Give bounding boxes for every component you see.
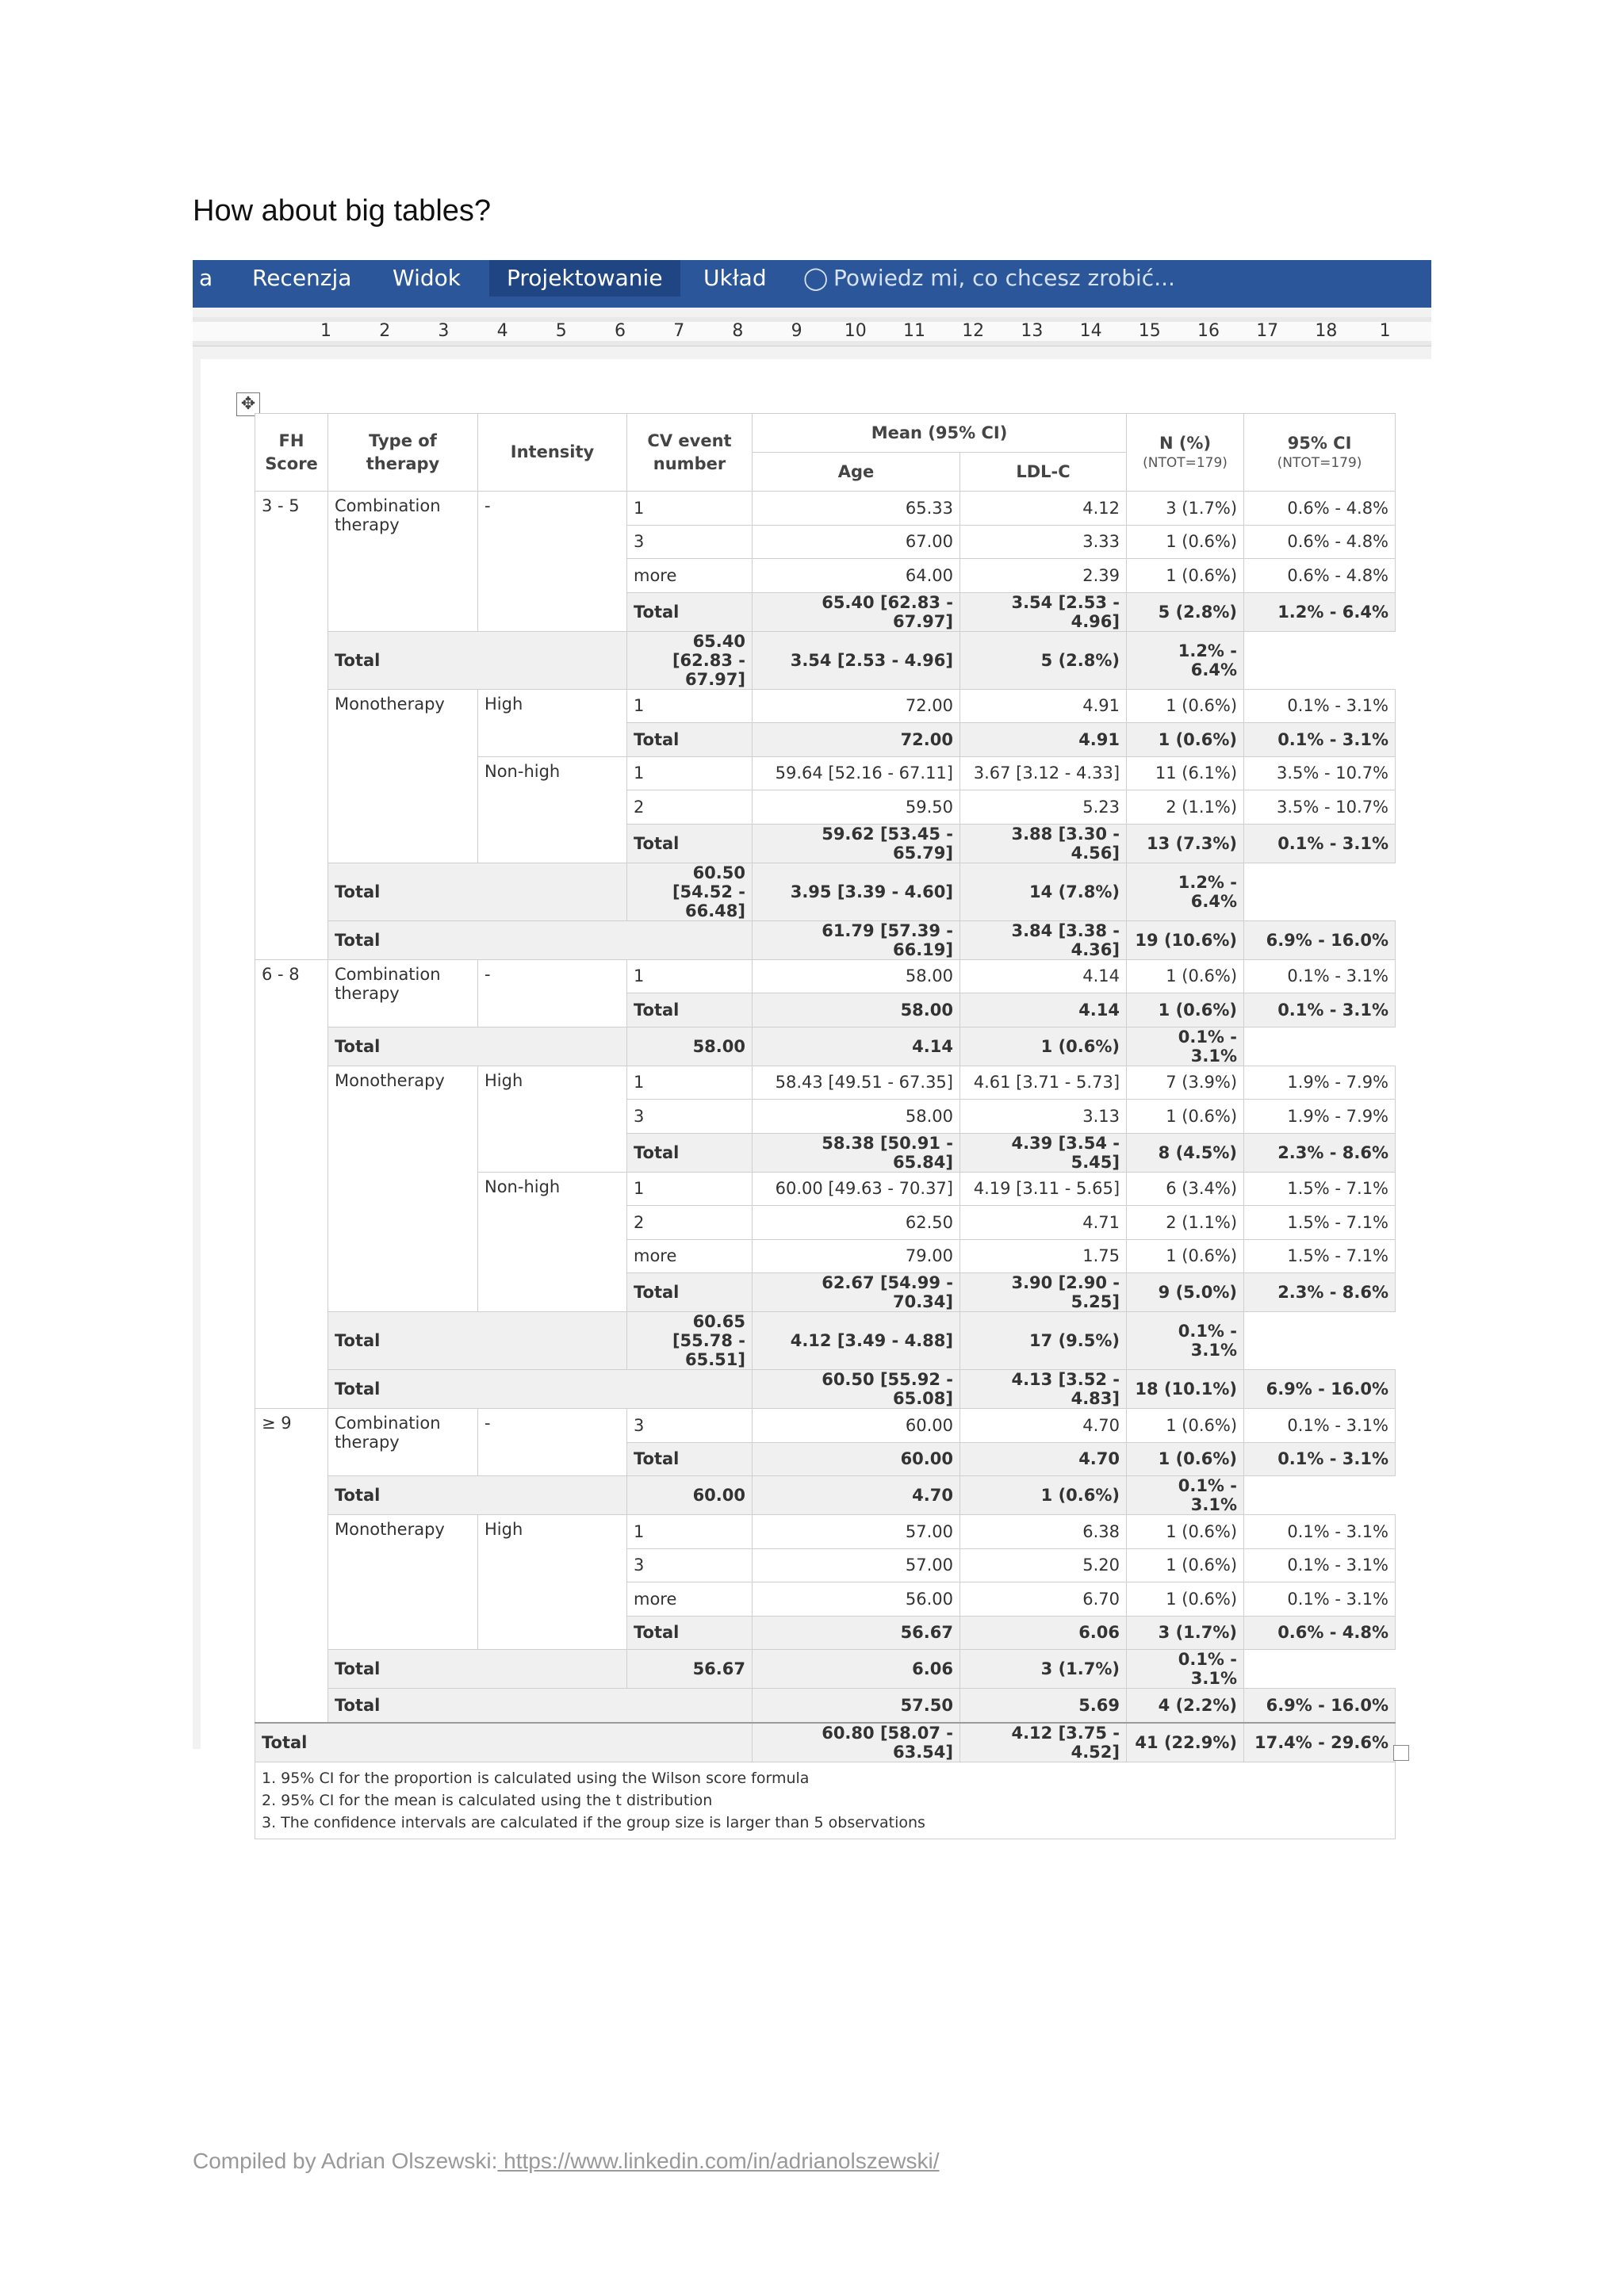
ci-cell: 0.1% - 3.1% (1244, 1548, 1396, 1582)
table-row-therapy-total (255, 1027, 1396, 1066)
cv-event-cell: 1 (627, 1172, 753, 1206)
n-cell: 5 (2.8%) (1127, 592, 1244, 631)
age-cell: 58.00 (753, 1100, 960, 1134)
cv-event-cell: more (627, 559, 753, 593)
tab-recenzja[interactable]: Recenzja (252, 265, 352, 291)
n-cell: 2 (1.1%) (1127, 1206, 1244, 1240)
therapy-cell: Combination therapy (328, 959, 478, 1027)
total-label: Total (328, 1027, 627, 1066)
ldl-cell: 4.13 [3.52 - 4.83] (960, 1370, 1127, 1409)
ldl-cell: 4.70 (960, 1409, 1127, 1443)
n-cell: 1 (0.6%) (1127, 959, 1244, 993)
ci-cell: 0.1% - 3.1% (1127, 1027, 1244, 1066)
therapy-cell: Monotherapy (328, 1515, 478, 1650)
table-row-therapy-total (255, 1650, 1396, 1689)
therapy-cell: Combination therapy (328, 1409, 478, 1476)
header-fh-score: FH Score (255, 414, 328, 492)
total-label: Total (328, 863, 627, 920)
table-row (255, 492, 1396, 526)
ldl-cell: 1.75 (960, 1239, 1127, 1273)
ci-cell: 2.3% - 8.6% (1244, 1133, 1396, 1172)
age-cell: 58.00 (627, 1027, 753, 1066)
age-cell: 57.50 (753, 1689, 960, 1723)
ruler-label: 17 (1256, 321, 1279, 341)
ci-cell: 1.5% - 7.1% (1244, 1206, 1396, 1240)
ldl-cell: 6.70 (960, 1582, 1127, 1617)
ldl-cell: 3.88 [3.30 - 4.56] (960, 824, 1127, 863)
header-n-sub: (NTOT=179) (1143, 455, 1228, 472)
n-cell: 3 (1.7%) (1127, 1616, 1244, 1650)
n-cell: 1 (0.6%) (960, 1027, 1127, 1066)
age-cell: 57.00 (753, 1515, 960, 1549)
ldl-cell: 6.06 (753, 1650, 960, 1689)
table-row (255, 1409, 1396, 1443)
table-row-therapy-total (255, 631, 1396, 689)
total-label: Total (627, 1133, 753, 1172)
n-cell: 3 (1.7%) (1127, 492, 1244, 526)
n-cell: 1 (0.6%) (1127, 1515, 1244, 1549)
ldl-cell: 3.67 [3.12 - 4.33] (960, 756, 1127, 790)
ldl-cell: 3.33 (960, 525, 1127, 559)
age-cell: 65.40 [62.83 - 67.97] (627, 631, 753, 689)
ruler-labels (193, 317, 1431, 346)
n-cell: 8 (4.5%) (1127, 1133, 1244, 1172)
ldl-cell: 3.95 [3.39 - 4.60] (753, 863, 960, 920)
header-mean-group: Mean (95% CI) (753, 414, 1127, 453)
header-cv-event: CV event number (627, 414, 753, 492)
cv-event-cell: 1 (627, 492, 753, 526)
ci-cell: 17.4% - 29.6% (1244, 1723, 1396, 1762)
age-cell: 65.33 (753, 492, 960, 526)
ruler-label: 15 (1138, 321, 1161, 341)
age-cell: 60.50 [55.92 - 65.08] (753, 1370, 960, 1409)
table-row (255, 1066, 1396, 1100)
cv-event-cell: 3 (627, 1409, 753, 1443)
ldl-cell: 4.91 (960, 689, 1127, 723)
ci-cell: 0.1% - 3.1% (1244, 1442, 1396, 1476)
total-label: Total (627, 824, 753, 863)
cv-event-cell: 3 (627, 525, 753, 559)
age-cell: 72.00 (753, 689, 960, 723)
age-cell: 62.67 [54.99 - 70.34] (753, 1273, 960, 1312)
ldl-cell: 3.84 [3.38 - 4.36] (960, 920, 1127, 959)
ci-cell: 3.5% - 10.7% (1244, 756, 1396, 790)
tab-uklad[interactable]: Układ (703, 265, 767, 291)
fh-score-cell: 6 - 8 (255, 959, 328, 1409)
age-cell: 56.67 (753, 1616, 960, 1650)
ci-cell: 0.6% - 4.8% (1244, 559, 1396, 593)
cv-event-cell: 2 (627, 1206, 753, 1240)
ldl-cell: 4.12 [3.75 - 4.52] (960, 1723, 1127, 1762)
age-cell: 67.00 (753, 525, 960, 559)
ruler-label: 3 (438, 321, 450, 341)
table-row-group-total (255, 1370, 1396, 1409)
n-cell: 1 (0.6%) (960, 1476, 1127, 1515)
total-label: Total (627, 723, 753, 757)
ci-cell: 0.1% - 3.1% (1244, 1515, 1396, 1549)
ldl-cell: 5.20 (960, 1548, 1127, 1582)
age-cell: 58.00 (753, 993, 960, 1027)
table-footnotes-row (255, 1762, 1396, 1839)
total-label: Total (627, 1442, 753, 1476)
ci-cell: 1.2% - 6.4% (1127, 863, 1244, 920)
ci-cell: 1.2% - 6.4% (1127, 631, 1244, 689)
footnote: 2. 95% CI for the mean is calculated using the t distribution (262, 1791, 713, 1809)
ldl-cell: 6.06 (960, 1616, 1127, 1650)
n-cell: 1 (0.6%) (1127, 1409, 1244, 1443)
table-row-therapy-total (255, 1312, 1396, 1370)
ruler-label: 5 (555, 321, 567, 341)
total-label: Total (627, 592, 753, 631)
n-cell: 9 (5.0%) (1127, 1273, 1244, 1312)
n-cell: 1 (0.6%) (1127, 723, 1244, 757)
ci-cell: 1.2% - 6.4% (1244, 592, 1396, 631)
n-cell: 1 (0.6%) (1127, 1548, 1244, 1582)
age-cell: 64.00 (753, 559, 960, 593)
age-cell: 58.38 [50.91 - 65.84] (753, 1133, 960, 1172)
age-cell: 60.50 [54.52 - 66.48] (627, 863, 753, 920)
age-cell: 60.00 (753, 1442, 960, 1476)
ldl-cell: 4.12 (960, 492, 1127, 526)
ci-cell: 0.1% - 3.1% (1244, 1582, 1396, 1617)
ldl-cell: 4.14 (960, 959, 1127, 993)
n-cell: 14 (7.8%) (960, 863, 1127, 920)
age-cell: 57.00 (753, 1548, 960, 1582)
footer-text: Compiled by Adrian Olszewski: (193, 2149, 498, 2173)
n-cell: 1 (0.6%) (1127, 559, 1244, 593)
ribbon-tab-bar (193, 260, 1431, 308)
header-n (1127, 414, 1244, 492)
intensity-cell: High (478, 1515, 627, 1650)
ci-cell: 0.1% - 3.1% (1244, 723, 1396, 757)
ldl-cell: 4.70 (960, 1442, 1127, 1476)
cv-event-cell: 2 (627, 790, 753, 825)
ldl-cell: 6.38 (960, 1515, 1127, 1549)
n-cell: 19 (10.6%) (1127, 920, 1244, 959)
ci-cell: 0.1% - 3.1% (1244, 993, 1396, 1027)
ci-cell: 0.1% - 3.1% (1244, 689, 1396, 723)
n-cell: 6 (3.4%) (1127, 1172, 1244, 1206)
fh-score-cell: ≥ 9 (255, 1409, 328, 1723)
therapy-cell: Monotherapy (328, 1066, 478, 1312)
age-cell: 60.00 (627, 1476, 753, 1515)
intensity-cell: - (478, 1409, 627, 1476)
age-cell: 61.79 [57.39 - 66.19] (753, 920, 960, 959)
ruler-label: 1 (1379, 321, 1391, 341)
table-row (255, 1515, 1396, 1549)
therapy-cell: Monotherapy (328, 689, 478, 863)
n-cell: 11 (6.1%) (1127, 756, 1244, 790)
ci-cell: 6.9% - 16.0% (1244, 920, 1396, 959)
ci-cell: 0.1% - 3.1% (1127, 1312, 1244, 1370)
n-cell: 17 (9.5%) (960, 1312, 1127, 1370)
ldl-cell: 3.54 [2.53 - 4.96] (753, 631, 960, 689)
ci-cell: 1.9% - 7.9% (1244, 1066, 1396, 1100)
cv-event-cell: 1 (627, 689, 753, 723)
age-cell: 56.00 (753, 1582, 960, 1617)
intensity-cell: Non-high (478, 756, 627, 863)
ci-cell: 0.1% - 3.1% (1244, 824, 1396, 863)
ruler-label: 4 (496, 321, 508, 341)
ci-cell: 2.3% - 8.6% (1244, 1273, 1396, 1312)
ruler-label: 16 (1197, 321, 1220, 341)
results-table (255, 413, 1396, 1839)
footnotes-cell (255, 1762, 1396, 1839)
ldl-cell: 4.12 [3.49 - 4.88] (753, 1312, 960, 1370)
header-age: Age (753, 453, 960, 492)
ruler-label: 12 (962, 321, 985, 341)
word-screenshot (193, 260, 1431, 1831)
n-cell: 7 (3.9%) (1127, 1066, 1244, 1100)
age-cell: 60.80 [58.07 - 63.54] (753, 1723, 960, 1762)
page-footer (193, 2149, 940, 2174)
ruler-label: 14 (1079, 321, 1102, 341)
n-cell: 1 (0.6%) (1127, 689, 1244, 723)
ruler-label: 10 (844, 321, 867, 341)
header-ldl: LDL-C (960, 453, 1127, 492)
table-row (255, 959, 1396, 993)
cv-event-cell: 3 (627, 1100, 753, 1134)
header-ci-label: 95% CI (1287, 433, 1352, 453)
therapy-cell: Combination therapy (328, 492, 478, 632)
fh-score-cell: 3 - 5 (255, 492, 328, 960)
ci-cell: 6.9% - 16.0% (1244, 1370, 1396, 1409)
total-label: Total (328, 1650, 627, 1689)
table-row-grand-total (255, 1723, 1396, 1762)
age-cell: 72.00 (753, 723, 960, 757)
total-label: Total (627, 1273, 753, 1312)
ci-cell: 1.5% - 7.1% (1244, 1172, 1396, 1206)
ruler-label: 9 (791, 321, 802, 341)
table-row-therapy-total (255, 1476, 1396, 1515)
ruler-label: 13 (1021, 321, 1044, 341)
ruler-label: 18 (1315, 321, 1338, 341)
intensity-cell: - (478, 492, 627, 632)
ldl-cell: 3.54 [2.53 - 4.96] (960, 592, 1127, 631)
age-cell: 59.50 (753, 790, 960, 825)
age-cell: 79.00 (753, 1239, 960, 1273)
age-cell: 59.62 [53.45 - 65.79] (753, 824, 960, 863)
n-cell: 5 (2.8%) (960, 631, 1127, 689)
ci-cell: 0.1% - 3.1% (1127, 1650, 1244, 1689)
ldl-cell: 2.39 (960, 559, 1127, 593)
ldl-cell: 5.23 (960, 790, 1127, 825)
footnote: 3. The confidence intervals are calculated if the group size is larger than 5 observations (262, 1813, 925, 1831)
n-cell: 1 (0.6%) (1127, 1100, 1244, 1134)
total-label: Total (627, 993, 753, 1027)
footnote: 1. 95% CI for the proportion is calculated using the Wilson score formula (262, 1769, 810, 1787)
table-row (255, 689, 1396, 723)
table-move-handle-icon[interactable]: ✥ (236, 392, 260, 416)
n-cell: 1 (0.6%) (1127, 993, 1244, 1027)
ci-cell: 0.6% - 4.8% (1244, 492, 1396, 526)
ruler-label: 1 (320, 321, 331, 341)
ldl-cell: 3.13 (960, 1100, 1127, 1134)
ci-cell: 3.5% - 10.7% (1244, 790, 1396, 825)
n-cell: 1 (0.6%) (1127, 1442, 1244, 1476)
age-cell: 58.00 (753, 959, 960, 993)
header-intensity: Intensity (478, 414, 627, 492)
total-label: Total (328, 1689, 753, 1723)
tell-me-search[interactable] (803, 260, 1175, 297)
cv-event-cell: 1 (627, 1515, 753, 1549)
ldl-cell: 4.71 (960, 1206, 1127, 1240)
age-cell: 60.00 (753, 1409, 960, 1443)
age-cell: 60.65 [55.78 - 65.51] (627, 1312, 753, 1370)
n-cell: 1 (0.6%) (1127, 1239, 1244, 1273)
ldl-cell: 4.14 (960, 993, 1127, 1027)
header-ci-sub: (NTOT=179) (1277, 455, 1362, 472)
total-label: Total (328, 631, 627, 689)
ldl-cell: 4.91 (960, 723, 1127, 757)
horizontal-ruler[interactable] (193, 317, 1431, 346)
ci-cell: 0.1% - 3.1% (1244, 1409, 1396, 1443)
ci-cell: 6.9% - 16.0% (1244, 1689, 1396, 1723)
header-therapy: Type of therapy (328, 414, 478, 492)
age-cell: 62.50 (753, 1206, 960, 1240)
ci-cell: 1.9% - 7.9% (1244, 1100, 1396, 1134)
ruler-label: 7 (673, 321, 685, 341)
ldl-cell: 4.39 [3.54 - 5.45] (960, 1133, 1127, 1172)
total-label: Total (328, 920, 753, 959)
ldl-cell: 3.90 [2.90 - 5.25] (960, 1273, 1127, 1312)
n-cell: 13 (7.3%) (1127, 824, 1244, 863)
total-label: Total (328, 1476, 627, 1515)
header-n-label: N (%) (1159, 433, 1212, 453)
table-resize-handle-icon[interactable] (1393, 1745, 1409, 1761)
ldl-cell: 4.70 (753, 1476, 960, 1515)
n-cell: 1 (0.6%) (1127, 525, 1244, 559)
n-cell: 2 (1.1%) (1127, 790, 1244, 825)
ruler-label: 2 (379, 321, 391, 341)
table-row-therapy-total (255, 863, 1396, 920)
ci-cell: 0.1% - 3.1% (1127, 1476, 1244, 1515)
intensity-cell: - (478, 959, 627, 1027)
document-page (201, 359, 1431, 1831)
intensity-cell: High (478, 689, 627, 756)
ldl-cell: 4.19 [3.11 - 5.65] (960, 1172, 1127, 1206)
age-cell: 60.00 [49.63 - 70.37] (753, 1172, 960, 1206)
document-heading: How about big tables? (193, 194, 492, 228)
total-label: Total (627, 1616, 753, 1650)
n-cell: 1 (0.6%) (1127, 1582, 1244, 1617)
cv-event-cell: 3 (627, 1548, 753, 1582)
cv-event-cell: more (627, 1582, 753, 1617)
cv-event-cell: 1 (627, 959, 753, 993)
age-cell: 65.40 [62.83 - 67.97] (753, 592, 960, 631)
grand-total-label: Total (255, 1723, 753, 1762)
ruler-label: 8 (732, 321, 744, 341)
ci-cell: 1.5% - 7.1% (1244, 1239, 1396, 1273)
total-label: Total (328, 1312, 627, 1370)
n-cell: 4 (2.2%) (1127, 1689, 1244, 1723)
tell-me-text: Powiedz mi, co chcesz zrobić... (833, 265, 1175, 291)
ldl-cell: 5.69 (960, 1689, 1127, 1723)
ldl-cell: 4.61 [3.71 - 5.73] (960, 1066, 1127, 1100)
tab-partial[interactable]: a (199, 265, 213, 291)
n-cell: 41 (22.9%) (1127, 1723, 1244, 1762)
ruler-label: 6 (615, 321, 626, 341)
header-ci (1244, 414, 1396, 492)
ci-cell: 0.6% - 4.8% (1244, 1616, 1396, 1650)
total-label: Total (328, 1370, 753, 1409)
footer-link[interactable]: https://www.linkedin.com/in/adrianolszewski/ (497, 2149, 940, 2173)
ci-cell: 0.1% - 3.1% (1244, 959, 1396, 993)
age-cell: 59.64 [52.16 - 67.11] (753, 756, 960, 790)
tab-widok[interactable]: Widok (393, 265, 461, 291)
table-row-group-total (255, 920, 1396, 959)
n-cell: 18 (10.1%) (1127, 1370, 1244, 1409)
tab-projektowanie[interactable]: Projektowanie (489, 260, 680, 297)
intensity-cell: Non-high (478, 1172, 627, 1312)
table-row-group-total (255, 1689, 1396, 1723)
age-cell: 58.43 [49.51 - 67.35] (753, 1066, 960, 1100)
intensity-cell: High (478, 1066, 627, 1172)
ruler-label: 11 (903, 321, 925, 341)
cv-event-cell: 1 (627, 1066, 753, 1100)
age-cell: 56.67 (627, 1650, 753, 1689)
n-cell: 3 (1.7%) (960, 1650, 1127, 1689)
ci-cell: 0.6% - 4.8% (1244, 525, 1396, 559)
cv-event-cell: 1 (627, 756, 753, 790)
ldl-cell: 4.14 (753, 1027, 960, 1066)
lightbulb-icon: ◯ (803, 265, 829, 291)
cv-event-cell: more (627, 1239, 753, 1273)
